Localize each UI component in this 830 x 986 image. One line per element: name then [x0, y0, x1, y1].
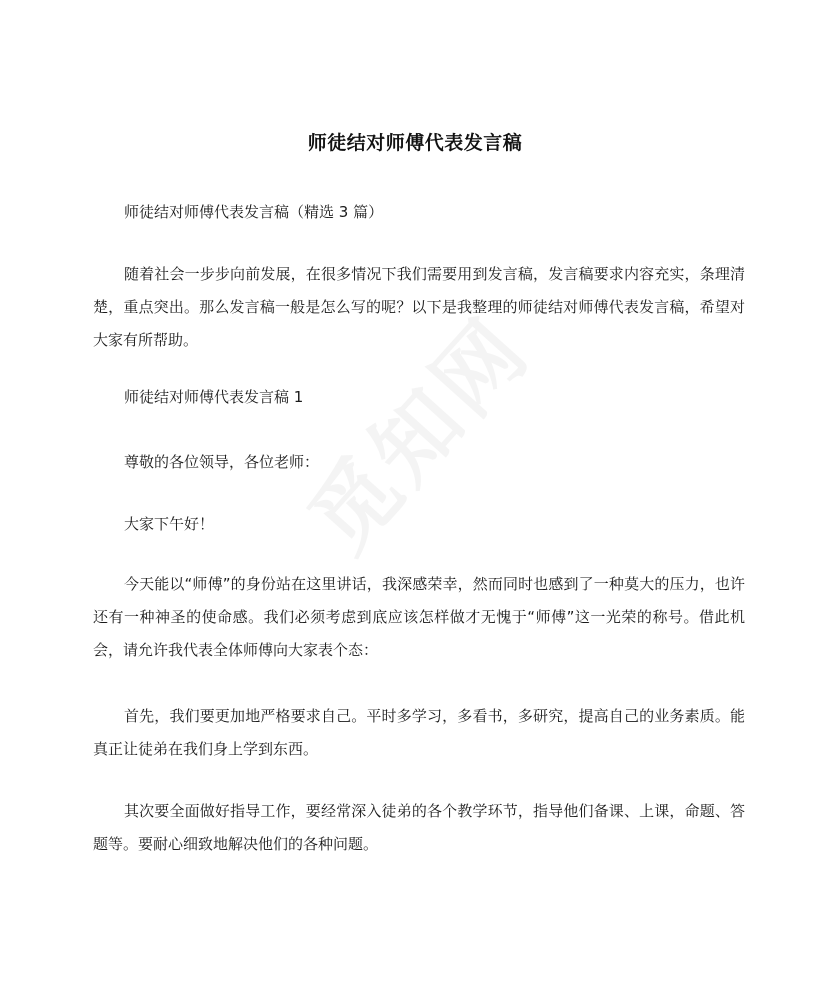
section-heading: 师徒结对师傅代表发言稿 1	[124, 388, 304, 406]
subtitle-paragraph: 师徒结对师傅代表发言稿（精选 3 篇）	[124, 203, 384, 221]
salutation-paragraph: 尊敬的各位领导，各位老师：	[124, 453, 320, 471]
greeting-paragraph: 大家下午好！	[124, 515, 215, 533]
body-paragraph: 其次要全面做好指导工作，要经常深入徒弟的各个教学环节，指导他们备课、上课，命题、答题等。要耐心细致地解决他们的各种问题。	[93, 802, 745, 853]
body-paragraph: 今天能以“师傅”的身份站在这里讲话，我深感荣幸，然而同时也感到了一种莫大的压力，也许还有一种神圣的使命感。我们必须考虑到底应该怎样做才无愧于“师傅”这一光荣的称号。借此机会，请允许我代表全体师傅向大家表个态：	[93, 575, 745, 659]
body-paragraph: 首先，我们要更加地严格要求自己。平时多学习，多看书，多研究，提高自己的业务素质。能真正让徒弟在我们身上学到东西。	[93, 707, 745, 758]
intro-paragraph: 随着社会一步步向前发展，在很多情况下我们需要用到发言稿，发言稿要求内容充实，条理清楚，重点突出。那么发言稿一般是怎么写的呢？以下是我整理的师徒结对师傅代表发言稿，希望对大家有所帮助。	[93, 265, 745, 349]
document-title: 师徒结对师傅代表发言稿	[307, 132, 523, 154]
